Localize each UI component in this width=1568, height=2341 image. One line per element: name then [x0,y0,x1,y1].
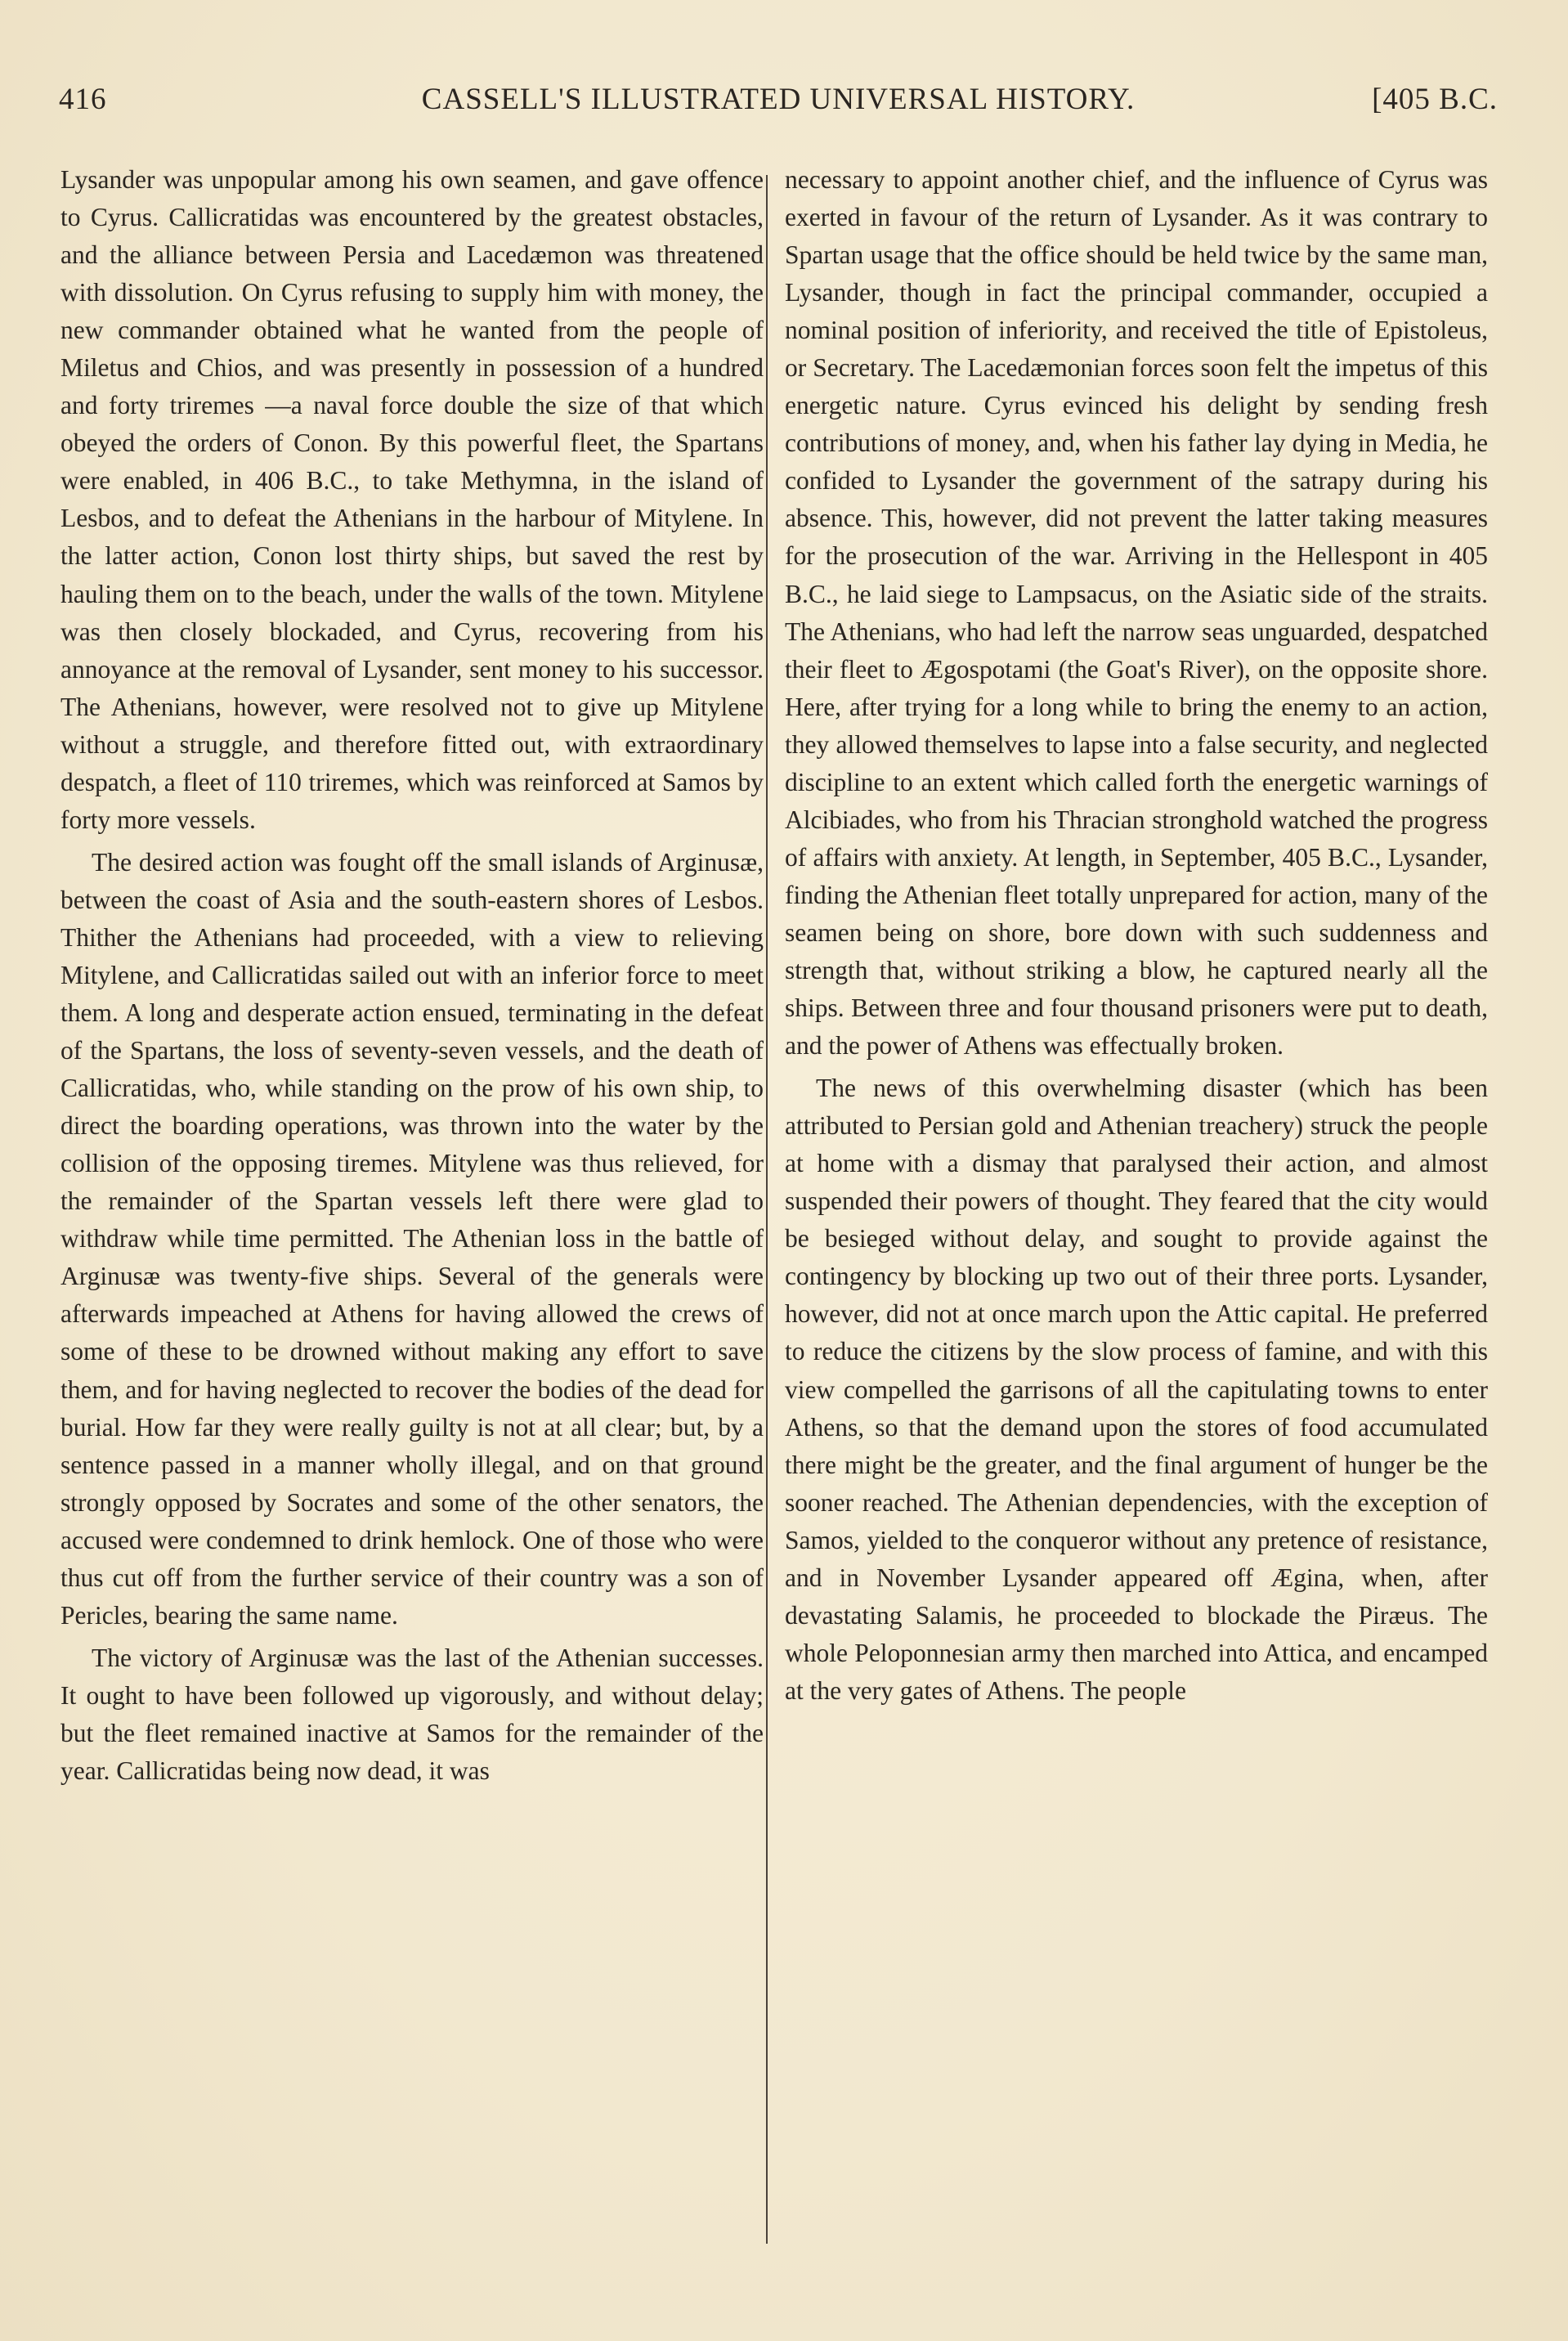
date-range: [405 B.C. [1372,83,1498,116]
paragraph: The victory of Arginusæ was the last of the Athenian successes. It ought to have been followed up vigorously, and without delay; but the fleet remained inactive at Samos for the remainder of the year. Callicratidas being now dead, it was [60,1643,764,1785]
paragraph: necessary to appoint another chief, and the influence of Cyrus was exerted in favour of the return of Lysander. As it was contrary to Spartan usage that the office should be held twice by the same man, Lysander, though in fact the principal commander, occupied a nominal position of inferiority, and received the title of Epistoleus, or Secretary. The Lacedæmonian forces soon felt the impetus of this energetic nature. Cyrus evinced his delight by sending fresh contributions of money, and, when his father lay dying in Media, he confided to Lysander the government of the satrapy during his absence. This, however, did not prevent the latter taking measures for the prosecution of the war. Arriving in the Hellespont in 405 B.C., he laid siege to Lampsacus, on the Asiatic side of the straits. The Athenians, who had left the narrow seas unguarded, despatched their fleet to Ægospotami (the Goat's River), on the opposite shore. Here, after trying for a long while to bring the enemy to an action, they allowed themselves to lapse into a false security, and neglected discipline to an extent which called forth the energetic warnings of Alcibiades, who from his Thracian stronghold watched the progress of affairs with anxiety. At length, in September, 405 B.C., Lysander, finding the Athenian fleet totally unprepared for action, many of the seamen being on shore, bore down with such suddenness and strength that, without striking a blow, he captured nearly all the ships. Between three and four thousand prisoners were put to death, and the power of Athens was effectually broken. [785,165,1488,1061]
paragraph: The desired action was fought off the small islands of Arginusæ, between the coast of Asia and the south-eastern shores of Lesbos. Thither the Athenians had proceeded, with a view to relieving Mitylene, and Callicratidas sailed out with an inferior force to meet them. A long and desperate action ensued, terminating in the defeat of the Spartans, the loss of seventy-seven vessels, and the death of Callicratidas, who, while standing on the prow of his own ship, to direct the boarding operations, was thrown into the water by the collision of the opposing tiremes. Mitylene was thus relieved, for the remainder of the Spartan vessels left there were glad to withdraw while time permitted. The Athenian loss in the battle of Arginusæ was twenty-five ships. Several of the generals were afterwards impeached at Athens for having allowed the crews of some of these to be drowned without making any effort to save them, and for having neglected to recover the bodies of the dead for burial. How far they were really guilty is not at all clear; but, by a sentence passed in a manner wholly illegal, and on that ground strongly opposed by Socrates and some of the other senators, the accused were condemned to drink hemlock. One of those who were thus cut off from the further service of their country was a son of Pericles, bearing the same name. [60,847,764,1630]
paragraph: The news of this overwhelming disaster (which has been attributed to Persian gold and Athenian treachery) struck the people at home with a dismay that paralysed their action, and almost suspended their powers of thought. They feared that the city would be besieged without delay, and sought to provide against the contingency by blocking up two out of their three ports. Lysander, however, did not at once march upon the Attic capital. He preferred to reduce the citizens by the slow process of famine, and with this view compelled the garrisons of all the capitulating towns to enter Athens, so that the demand upon the stores of food accumulated there might be the greater, and the final argument of hunger be the sooner reached. The Athenian dependencies, with the exception of Samos, yielded to the conqueror without any pretence of resistance, and in November Lysander appeared off Ægina, when, after devastating Salamis, he proceeded to blockade the Piræus. The whole Peloponnesian army then marched into Attica, and encamped at the very gates of Athens. The people [785,1074,1488,1705]
paragraph: Lysander was unpopular among his own seamen, and gave offence to Cyrus. Callicratidas was encountered by the greatest obstacles, and the alliance between Persia and Lacedæmon was threatened with dissolution. On Cyrus refusing to supply him with money, the new commander obtained what he wanted from the people of Miletus and Chios, and was presently in possession of a hundred and forty triremes —a naval force double the size of that which obeyed the orders of Conon. By this powerful fleet, the Spartans were enabled, in 406 B.C., to take Methymna, in the island of Lesbos, and to defeat the Athenians in the harbour of Mitylene. In the latter action, Conon lost thirty ships, but saved the rest by hauling them on to the beach, under the walls of the town. Mitylene was then closely blockaded, and Cyrus, recovering from his annoyance at the removal of Lysander, sent money to his successor. The Athenians, however, were resolved not to give up Mitylene without a struggle, and therefore fitted out, with extraordinary despatch, a fleet of 110 triremes, which was reinforced at Samos by forty more vessels. [60,165,764,834]
left-column [60,161,764,1795]
page-number: 416 [59,83,107,116]
right-column [785,161,1488,1715]
running-header [59,82,1498,131]
running-title: CASSELL'S ILLUSTRATED UNIVERSAL HISTORY. [421,83,1136,116]
column-divider [766,175,768,2244]
